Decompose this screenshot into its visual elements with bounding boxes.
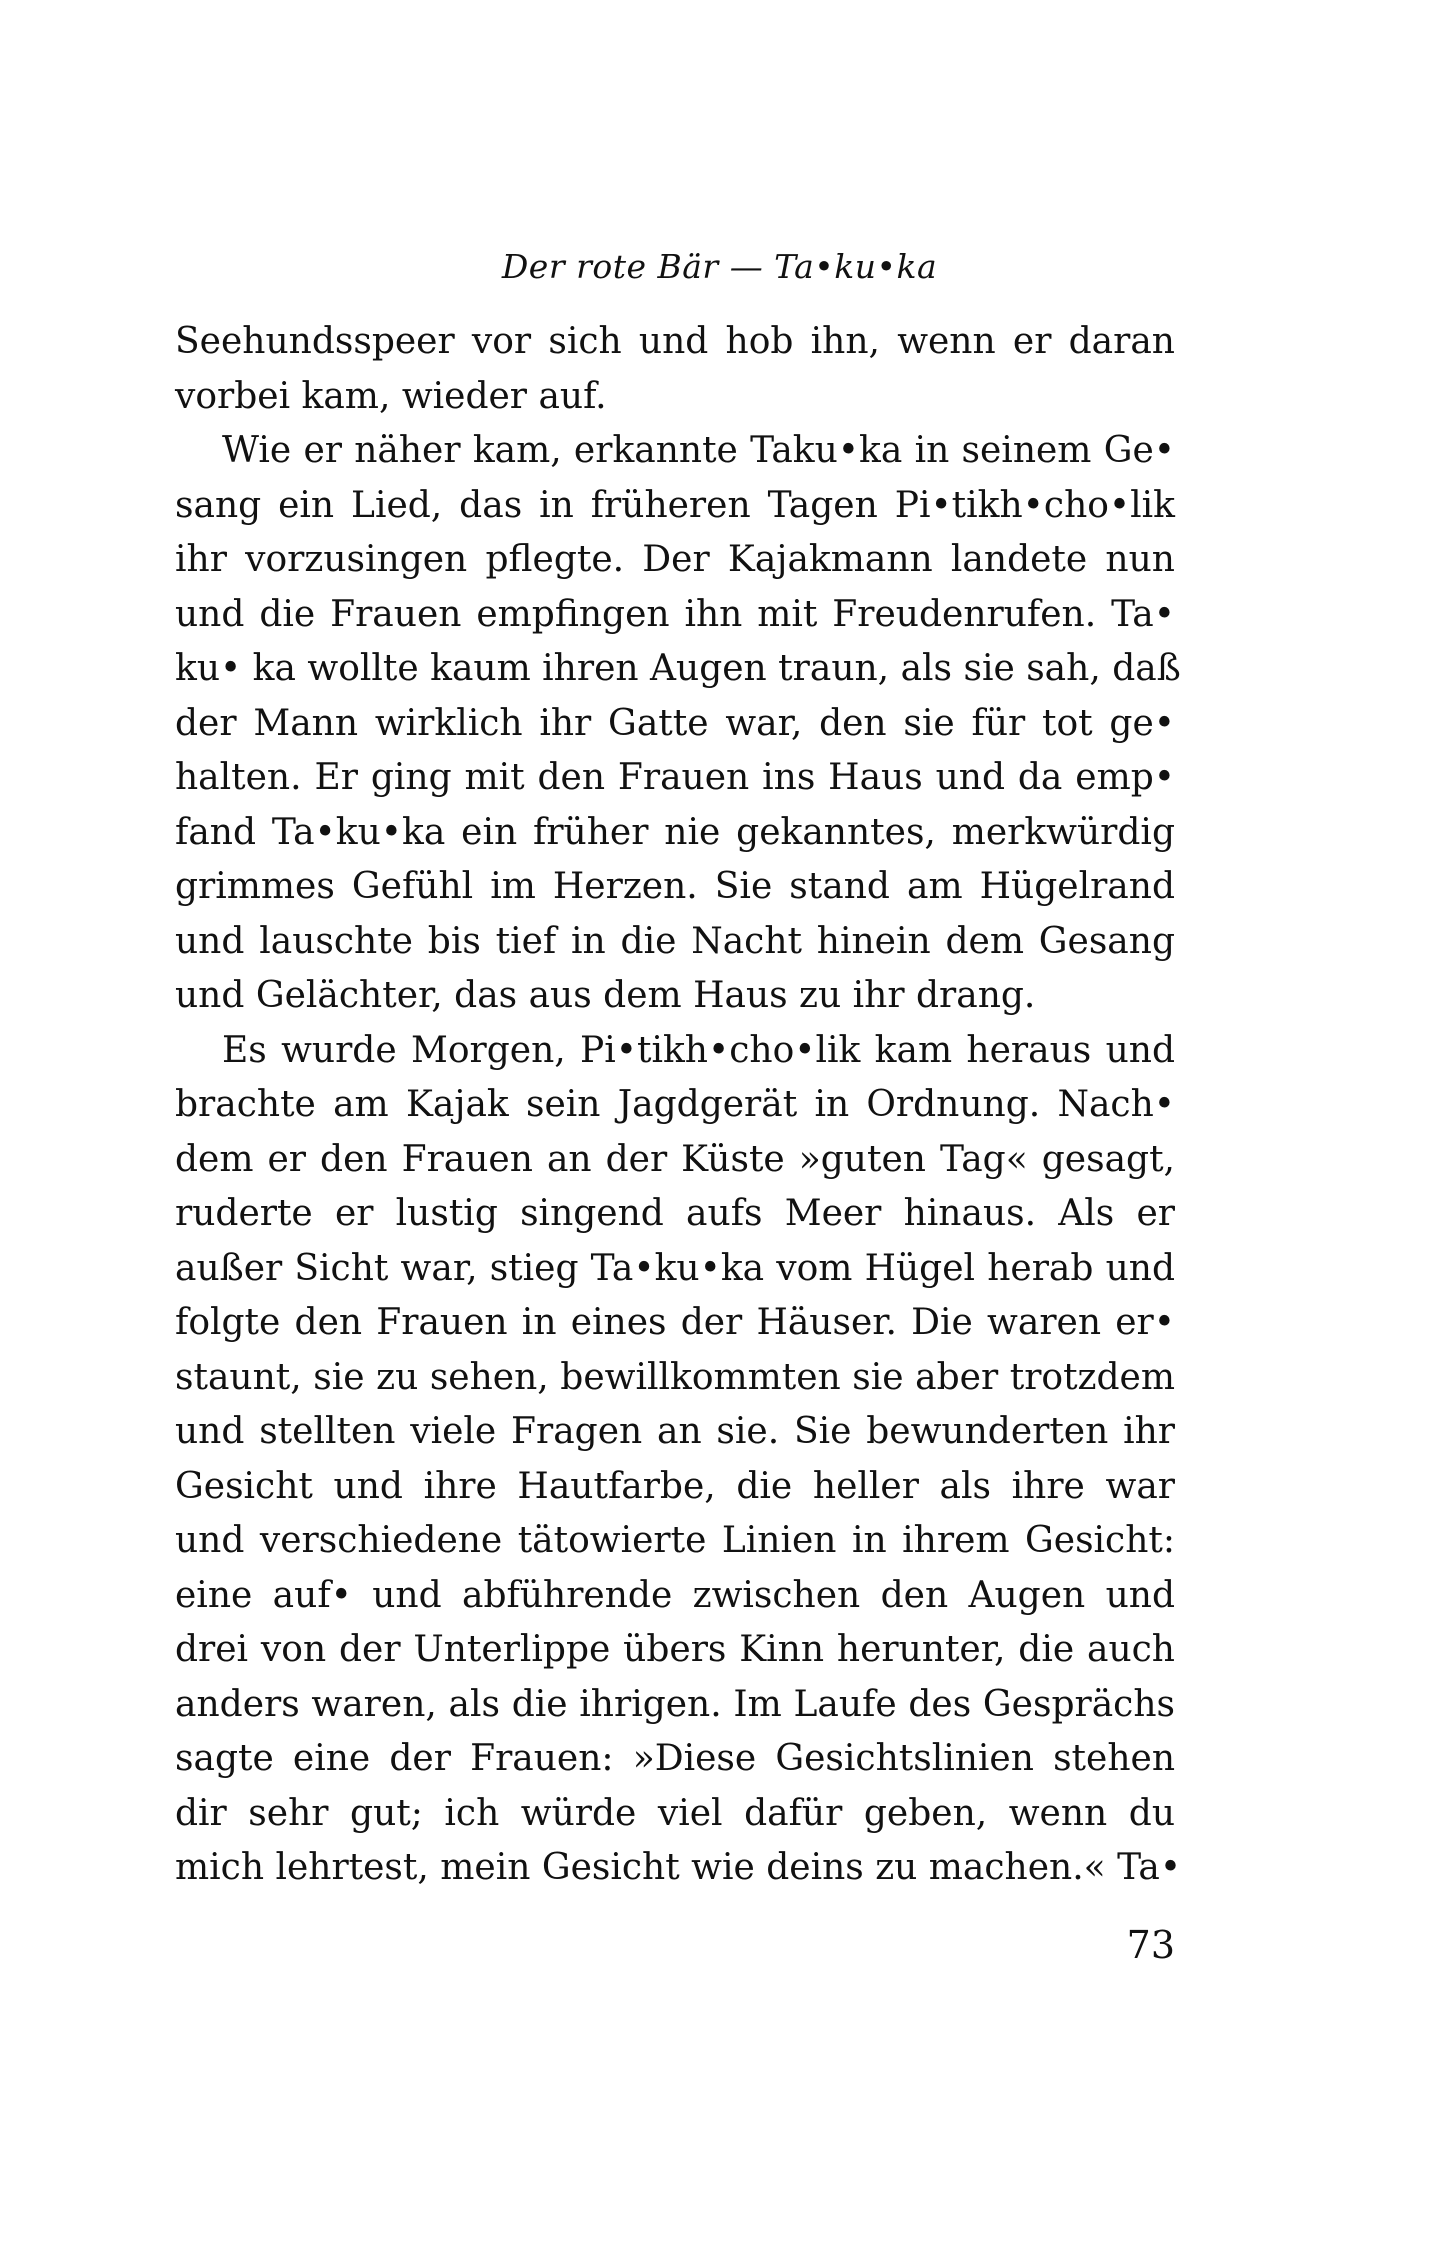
text-line: sang ein Lied, das in früheren Tagen Pi•tikh•cho•lik [175,484,1175,526]
text-line: brachte am Kajak sein Jagdgerät in Ordnung. Nach• [175,1084,1175,1125]
text-line: und die Frauen empfingen ihn mit Freudenrufen. Ta• [175,593,1175,635]
text-line: dir sehr gut; ich würde viel dafür geben, wenn du [175,1792,1175,1834]
text-line: dem er den Frauen an der Küste »guten Tag« gesagt, [175,1138,1175,1180]
text-line: und lauschte bis tief in die Nacht hinein dem Gesang [175,920,1175,962]
text-line: sagte eine der Frauen: »Diese Gesichtslinien stehen [175,1738,1175,1779]
text-line: vorbei kam, wieder auf. [175,375,607,417]
text-line: ruderte er lustig singend aufs Meer hinaus. Als er [175,1193,1175,1234]
text-line: folgte den Frauen in eines der Häuser. Die waren er• [175,1302,1175,1343]
text-line: eine auf• und abführende zwischen den Augen und [175,1574,1175,1616]
running-header: Der rote Bär — Ta•ku•ka [501,247,938,286]
text-line: Wie er näher kam, erkannte Taku•ka in seinem Ge• [222,430,1175,471]
text-line: und Gelächter, das aus dem Haus zu ihr drang. [175,975,1036,1016]
text-line: mich lehrtest, mein Gesicht wie deins zu machen.« Ta• [175,1847,1182,1888]
text-line: Seehundsspeer vor sich und hob ihn, wenn er daran [175,321,1175,362]
text-line: und stellten viele Fragen an sie. Sie bewunderten ihr [175,1411,1175,1452]
text-line: und verschiedene tätowierte Linien in ihrem Gesicht: [175,1520,1175,1561]
text-line: der Mann wirklich ihr Gatte war, den sie für tot ge• [175,702,1175,744]
text-line: halten. Er ging mit den Frauen ins Haus und da emp• [175,757,1175,798]
text-line: staunt, sie zu sehen, bewillkommten sie aber trotzdem [175,1356,1175,1398]
text-line: fand Ta•ku•ka ein früher nie gekanntes, merkwürdig [175,811,1175,853]
text-line: anders waren, als die ihrigen. Im Laufe des Gesprächs [175,1683,1175,1725]
text-line: ku• ka wollte kaum ihren Augen traun, als sie sah, daß [175,648,1181,689]
text-line: Gesicht und ihre Hautfarbe, die heller als ihre war [175,1465,1175,1507]
text-line: grimmes Gefühl im Herzen. Sie stand am Hügelrand [175,866,1175,907]
text-line: außer Sicht war, stieg Ta•ku•ka vom Hügel herab und [175,1247,1175,1289]
text-line: ihr vorzusingen pflegte. Der Kajakmann landete nun [175,539,1175,580]
text-line: Es wurde Morgen, Pi•tikh•cho•lik kam heraus und [222,1029,1175,1071]
text-line: drei von der Unterlippe übers Kinn herunter, die auch [175,1629,1175,1670]
body-text [175,315,1182,1896]
page-number: 73 [1126,1923,1175,1967]
